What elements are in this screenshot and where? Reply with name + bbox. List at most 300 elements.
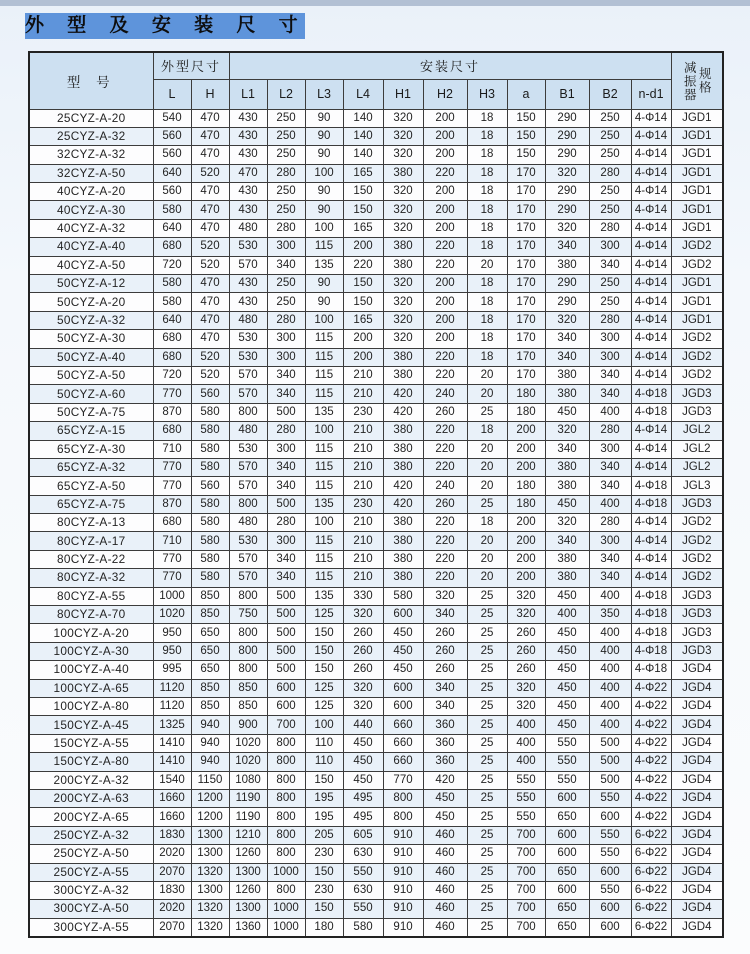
value-cell: 440 xyxy=(343,716,383,734)
value-cell: 520 xyxy=(191,164,229,182)
header-col-L2: L2 xyxy=(267,79,305,109)
value-cell: 220 xyxy=(423,550,467,568)
value-cell: 1325 xyxy=(153,716,191,734)
value-cell: 420 xyxy=(383,477,423,495)
value-cell: 600 xyxy=(545,845,589,863)
value-cell: 600 xyxy=(589,918,631,937)
model-cell: 25CYZ-A-20 xyxy=(29,109,153,127)
value-cell: 430 xyxy=(229,201,267,219)
value-cell: JGD3 xyxy=(671,403,723,421)
value-cell: 1320 xyxy=(191,863,229,881)
table-row xyxy=(29,771,723,789)
table-row xyxy=(29,183,723,201)
value-cell: 290 xyxy=(545,293,589,311)
value-cell: 400 xyxy=(589,716,631,734)
table-row xyxy=(29,826,723,844)
value-cell: 600 xyxy=(267,698,305,716)
value-cell: 180 xyxy=(507,385,545,403)
value-cell: 680 xyxy=(153,330,191,348)
value-cell: 550 xyxy=(343,900,383,918)
value-cell: 560 xyxy=(153,183,191,201)
value-cell: 280 xyxy=(589,422,631,440)
value-cell: 250 xyxy=(267,109,305,127)
value-cell: 170 xyxy=(507,330,545,348)
table-row xyxy=(29,275,723,293)
table-row xyxy=(29,698,723,716)
value-cell: 18 xyxy=(467,330,507,348)
value-cell: 200 xyxy=(423,183,467,201)
model-cell: 100CYZ-A-40 xyxy=(29,661,153,679)
value-cell: 140 xyxy=(343,146,383,164)
value-cell: 420 xyxy=(383,403,423,421)
table-row xyxy=(29,863,723,881)
value-cell: 1020 xyxy=(229,734,267,752)
value-cell: 260 xyxy=(423,495,467,513)
value-cell: 480 xyxy=(229,514,267,532)
table-row xyxy=(29,109,723,127)
value-cell: 170 xyxy=(507,201,545,219)
value-cell: 4-Φ22 xyxy=(631,808,671,826)
value-cell: 18 xyxy=(467,109,507,127)
value-cell: 550 xyxy=(589,826,631,844)
value-cell: 800 xyxy=(229,642,267,660)
model-cell: 250CYZ-A-55 xyxy=(29,863,153,881)
value-cell: 18 xyxy=(467,348,507,366)
value-cell: 520 xyxy=(191,348,229,366)
value-cell: 290 xyxy=(545,275,589,293)
value-cell: 430 xyxy=(229,127,267,145)
table-row xyxy=(29,238,723,256)
value-cell: 605 xyxy=(343,826,383,844)
value-cell: 170 xyxy=(507,293,545,311)
model-cell: 80CYZ-A-32 xyxy=(29,569,153,587)
value-cell: 25 xyxy=(467,789,507,807)
value-cell: 430 xyxy=(229,293,267,311)
header-outline-dims: 外型尺寸 xyxy=(153,52,229,79)
table-row xyxy=(29,330,723,348)
value-cell: 530 xyxy=(229,440,267,458)
value-cell: 340 xyxy=(545,348,589,366)
value-cell: JGD4 xyxy=(671,863,723,881)
value-cell: 4-Φ14 xyxy=(631,275,671,293)
value-cell: 550 xyxy=(507,789,545,807)
value-cell: 220 xyxy=(423,514,467,532)
model-cell: 150CYZ-A-45 xyxy=(29,716,153,734)
value-cell: 150 xyxy=(305,863,343,881)
value-cell: 200 xyxy=(507,569,545,587)
value-cell: 260 xyxy=(423,661,467,679)
value-cell: 700 xyxy=(507,918,545,937)
value-cell: 320 xyxy=(343,698,383,716)
table-row xyxy=(29,458,723,476)
value-cell: 340 xyxy=(267,550,305,568)
value-cell: 340 xyxy=(589,569,631,587)
value-cell: 530 xyxy=(229,238,267,256)
table-row xyxy=(29,495,723,513)
value-cell: 110 xyxy=(305,753,343,771)
value-cell: 200 xyxy=(423,219,467,237)
value-cell: 380 xyxy=(383,256,423,274)
value-cell: 340 xyxy=(589,550,631,568)
value-cell: 4-Φ14 xyxy=(631,219,671,237)
value-cell: 18 xyxy=(467,127,507,145)
value-cell: JGD1 xyxy=(671,311,723,329)
value-cell: 910 xyxy=(383,881,423,899)
model-cell: 300CYZ-A-32 xyxy=(29,881,153,899)
model-cell: 100CYZ-A-30 xyxy=(29,642,153,660)
header-col-H1: H1 xyxy=(383,79,423,109)
value-cell: 125 xyxy=(305,606,343,624)
value-cell: 950 xyxy=(153,642,191,660)
value-cell: 910 xyxy=(383,863,423,881)
value-cell: JGD4 xyxy=(671,753,723,771)
value-cell: 320 xyxy=(423,587,467,605)
value-cell: JGD4 xyxy=(671,661,723,679)
value-cell: 550 xyxy=(507,808,545,826)
value-cell: 210 xyxy=(343,385,383,403)
value-cell: 170 xyxy=(507,219,545,237)
value-cell: 600 xyxy=(545,881,589,899)
value-cell: 470 xyxy=(191,219,229,237)
table-row xyxy=(29,679,723,697)
value-cell: 360 xyxy=(423,753,467,771)
table-row xyxy=(29,219,723,237)
value-cell: 205 xyxy=(305,826,343,844)
value-cell: 340 xyxy=(545,532,589,550)
value-cell: 1020 xyxy=(229,753,267,771)
value-cell: 230 xyxy=(305,881,343,899)
value-cell: 135 xyxy=(305,256,343,274)
value-cell: 25 xyxy=(467,698,507,716)
value-cell: 600 xyxy=(383,698,423,716)
value-cell: 4-Φ18 xyxy=(631,587,671,605)
value-cell: 360 xyxy=(423,734,467,752)
value-cell: 800 xyxy=(267,808,305,826)
value-cell: JGD2 xyxy=(671,532,723,550)
value-cell: 340 xyxy=(589,477,631,495)
value-cell: 25 xyxy=(467,771,507,789)
value-cell: 220 xyxy=(423,164,467,182)
header-col-n-d1: n-d1 xyxy=(631,79,671,109)
value-cell: 800 xyxy=(267,845,305,863)
value-cell: 320 xyxy=(545,219,589,237)
value-cell: 4-Φ18 xyxy=(631,495,671,513)
value-cell: 660 xyxy=(383,716,423,734)
value-cell: 210 xyxy=(343,458,383,476)
value-cell: 4-Φ14 xyxy=(631,238,671,256)
value-cell: JGL2 xyxy=(671,422,723,440)
value-cell: 550 xyxy=(343,863,383,881)
value-cell: 115 xyxy=(305,532,343,550)
value-cell: 1000 xyxy=(267,863,305,881)
value-cell: 170 xyxy=(507,238,545,256)
table-row xyxy=(29,366,723,384)
value-cell: 580 xyxy=(191,403,229,421)
value-cell: JGD2 xyxy=(671,569,723,587)
value-cell: 115 xyxy=(305,366,343,384)
value-cell: 210 xyxy=(343,422,383,440)
value-cell: 20 xyxy=(467,569,507,587)
value-cell: 1300 xyxy=(191,845,229,863)
value-cell: 90 xyxy=(305,201,343,219)
value-cell: 240 xyxy=(423,385,467,403)
value-cell: JGD4 xyxy=(671,679,723,697)
value-cell: 560 xyxy=(153,127,191,145)
value-cell: 1000 xyxy=(153,587,191,605)
value-cell: 135 xyxy=(305,495,343,513)
model-cell: 65CYZ-A-50 xyxy=(29,477,153,495)
value-cell: 340 xyxy=(545,330,589,348)
value-cell: 115 xyxy=(305,330,343,348)
value-cell: JGD4 xyxy=(671,881,723,899)
value-cell: 220 xyxy=(423,366,467,384)
value-cell: 140 xyxy=(343,127,383,145)
value-cell: 400 xyxy=(589,495,631,513)
value-cell: 200 xyxy=(343,348,383,366)
value-cell: 4-Φ14 xyxy=(631,293,671,311)
value-cell: 150 xyxy=(343,183,383,201)
value-cell: 320 xyxy=(383,146,423,164)
value-cell: 300 xyxy=(267,330,305,348)
value-cell: 520 xyxy=(191,238,229,256)
value-cell: 6-Φ22 xyxy=(631,900,671,918)
value-cell: 380 xyxy=(545,477,589,495)
value-cell: 4-Φ22 xyxy=(631,716,671,734)
value-cell: 870 xyxy=(153,403,191,421)
value-cell: 650 xyxy=(545,900,589,918)
value-cell: 550 xyxy=(507,771,545,789)
value-cell: 320 xyxy=(507,679,545,697)
value-cell: 4-Φ14 xyxy=(631,550,671,568)
value-cell: 480 xyxy=(229,219,267,237)
value-cell: 200 xyxy=(423,275,467,293)
value-cell: 250 xyxy=(589,275,631,293)
value-cell: 460 xyxy=(423,900,467,918)
value-cell: 330 xyxy=(343,587,383,605)
value-cell: 500 xyxy=(267,624,305,642)
value-cell: 450 xyxy=(545,587,589,605)
value-cell: 570 xyxy=(229,569,267,587)
value-cell: 300 xyxy=(589,330,631,348)
value-cell: 18 xyxy=(467,311,507,329)
value-cell: 800 xyxy=(267,734,305,752)
value-cell: 4-Φ22 xyxy=(631,698,671,716)
value-cell: 4-Φ14 xyxy=(631,311,671,329)
value-cell: 470 xyxy=(191,201,229,219)
model-cell: 200CYZ-A-32 xyxy=(29,771,153,789)
table-row xyxy=(29,514,723,532)
value-cell: 450 xyxy=(545,495,589,513)
value-cell: 18 xyxy=(467,164,507,182)
value-cell: 940 xyxy=(191,734,229,752)
value-cell: 25 xyxy=(467,716,507,734)
value-cell: 2020 xyxy=(153,900,191,918)
value-cell: 340 xyxy=(267,366,305,384)
value-cell: 400 xyxy=(589,698,631,716)
header-install-dims: 安装尺寸 xyxy=(229,52,671,79)
value-cell: 25 xyxy=(467,679,507,697)
value-cell: 100 xyxy=(305,422,343,440)
value-cell: 700 xyxy=(507,881,545,899)
value-cell: 280 xyxy=(589,311,631,329)
value-cell: 260 xyxy=(423,403,467,421)
value-cell: 380 xyxy=(383,238,423,256)
value-cell: 115 xyxy=(305,458,343,476)
value-cell: 340 xyxy=(267,458,305,476)
value-cell: 20 xyxy=(467,550,507,568)
value-cell: 4-Φ14 xyxy=(631,532,671,550)
value-cell: 280 xyxy=(589,514,631,532)
value-cell: 470 xyxy=(191,146,229,164)
table-row xyxy=(29,256,723,274)
value-cell: 220 xyxy=(423,422,467,440)
dimensions-table xyxy=(28,51,724,938)
value-cell: 380 xyxy=(383,514,423,532)
value-cell: 800 xyxy=(267,881,305,899)
value-cell: 540 xyxy=(153,109,191,127)
value-cell: 200 xyxy=(423,311,467,329)
value-cell: 1660 xyxy=(153,789,191,807)
value-cell: JGD3 xyxy=(671,385,723,403)
value-cell: 100 xyxy=(305,514,343,532)
value-cell: 300 xyxy=(589,440,631,458)
value-cell: 700 xyxy=(507,845,545,863)
value-cell: 995 xyxy=(153,661,191,679)
value-cell: JGD2 xyxy=(671,348,723,366)
value-cell: 660 xyxy=(383,753,423,771)
value-cell: 4-Φ14 xyxy=(631,458,671,476)
model-cell: 65CYZ-A-30 xyxy=(29,440,153,458)
value-cell: 260 xyxy=(343,661,383,679)
value-cell: 450 xyxy=(545,716,589,734)
value-cell: 570 xyxy=(229,458,267,476)
value-cell: 700 xyxy=(507,863,545,881)
value-cell: 220 xyxy=(423,569,467,587)
value-cell: 320 xyxy=(383,219,423,237)
value-cell: 900 xyxy=(229,716,267,734)
value-cell: 200 xyxy=(423,146,467,164)
value-cell: JGD1 xyxy=(671,109,723,127)
value-cell: 230 xyxy=(305,845,343,863)
value-cell: 500 xyxy=(267,587,305,605)
value-cell: 560 xyxy=(191,477,229,495)
value-cell: 800 xyxy=(229,624,267,642)
value-cell: 1300 xyxy=(229,863,267,881)
model-cell: 40CYZ-A-32 xyxy=(29,219,153,237)
value-cell: JGD2 xyxy=(671,550,723,568)
value-cell: 470 xyxy=(191,183,229,201)
value-cell: 200 xyxy=(507,514,545,532)
header-col-H3: H3 xyxy=(467,79,507,109)
value-cell: JGD1 xyxy=(671,293,723,311)
value-cell: 18 xyxy=(467,514,507,532)
value-cell: 580 xyxy=(191,495,229,513)
value-cell: 600 xyxy=(589,808,631,826)
value-cell: 200 xyxy=(507,532,545,550)
value-cell: 115 xyxy=(305,385,343,403)
value-cell: 340 xyxy=(589,385,631,403)
value-cell: 320 xyxy=(383,330,423,348)
header-col-H: H xyxy=(191,79,229,109)
value-cell: 430 xyxy=(229,275,267,293)
header-col-L: L xyxy=(153,79,191,109)
value-cell: 640 xyxy=(153,219,191,237)
value-cell: 180 xyxy=(305,918,343,937)
value-cell: 200 xyxy=(343,238,383,256)
value-cell: 800 xyxy=(267,753,305,771)
value-cell: 340 xyxy=(267,256,305,274)
value-cell: JGD2 xyxy=(671,366,723,384)
value-cell: 115 xyxy=(305,238,343,256)
value-cell: 350 xyxy=(589,606,631,624)
value-cell: 280 xyxy=(267,422,305,440)
value-cell: 4-Φ18 xyxy=(631,403,671,421)
value-cell: 570 xyxy=(229,550,267,568)
value-cell: 170 xyxy=(507,275,545,293)
value-cell: 580 xyxy=(153,293,191,311)
value-cell: 100 xyxy=(305,716,343,734)
value-cell: 320 xyxy=(383,127,423,145)
value-cell: 150 xyxy=(305,624,343,642)
header-damper-sub: 规格 xyxy=(697,67,712,95)
value-cell: 220 xyxy=(423,532,467,550)
value-cell: 1200 xyxy=(191,808,229,826)
value-cell: 1830 xyxy=(153,826,191,844)
value-cell: 18 xyxy=(467,275,507,293)
value-cell: 115 xyxy=(305,477,343,495)
value-cell: 200 xyxy=(423,201,467,219)
value-cell: 450 xyxy=(383,624,423,642)
value-cell: 25 xyxy=(467,863,507,881)
value-cell: JGL3 xyxy=(671,477,723,495)
value-cell: 165 xyxy=(343,164,383,182)
value-cell: 1210 xyxy=(229,826,267,844)
value-cell: 135 xyxy=(305,403,343,421)
value-cell: 800 xyxy=(229,587,267,605)
value-cell: JGD2 xyxy=(671,256,723,274)
value-cell: 340 xyxy=(267,385,305,403)
value-cell: 4-Φ18 xyxy=(631,477,671,495)
value-cell: 800 xyxy=(229,661,267,679)
table-row xyxy=(29,808,723,826)
page-title: 外 型 及 安 装 尺 寸 xyxy=(25,13,305,39)
value-cell: 770 xyxy=(383,771,423,789)
value-cell: 4-Φ14 xyxy=(631,256,671,274)
value-cell: 530 xyxy=(229,532,267,550)
value-cell: 400 xyxy=(589,587,631,605)
value-cell: 910 xyxy=(383,826,423,844)
value-cell: 460 xyxy=(423,881,467,899)
value-cell: 460 xyxy=(423,845,467,863)
table-row xyxy=(29,477,723,495)
value-cell: 180 xyxy=(507,477,545,495)
value-cell: 570 xyxy=(229,385,267,403)
value-cell: 90 xyxy=(305,127,343,145)
table-row xyxy=(29,624,723,642)
value-cell: 600 xyxy=(267,679,305,697)
value-cell: 600 xyxy=(545,826,589,844)
value-cell: 580 xyxy=(383,587,423,605)
value-cell: 580 xyxy=(191,532,229,550)
value-cell: 320 xyxy=(545,514,589,532)
value-cell: 1540 xyxy=(153,771,191,789)
value-cell: 450 xyxy=(343,734,383,752)
model-cell: 250CYZ-A-50 xyxy=(29,845,153,863)
value-cell: 320 xyxy=(545,164,589,182)
table-row xyxy=(29,201,723,219)
model-cell: 40CYZ-A-50 xyxy=(29,256,153,274)
value-cell: 380 xyxy=(383,422,423,440)
